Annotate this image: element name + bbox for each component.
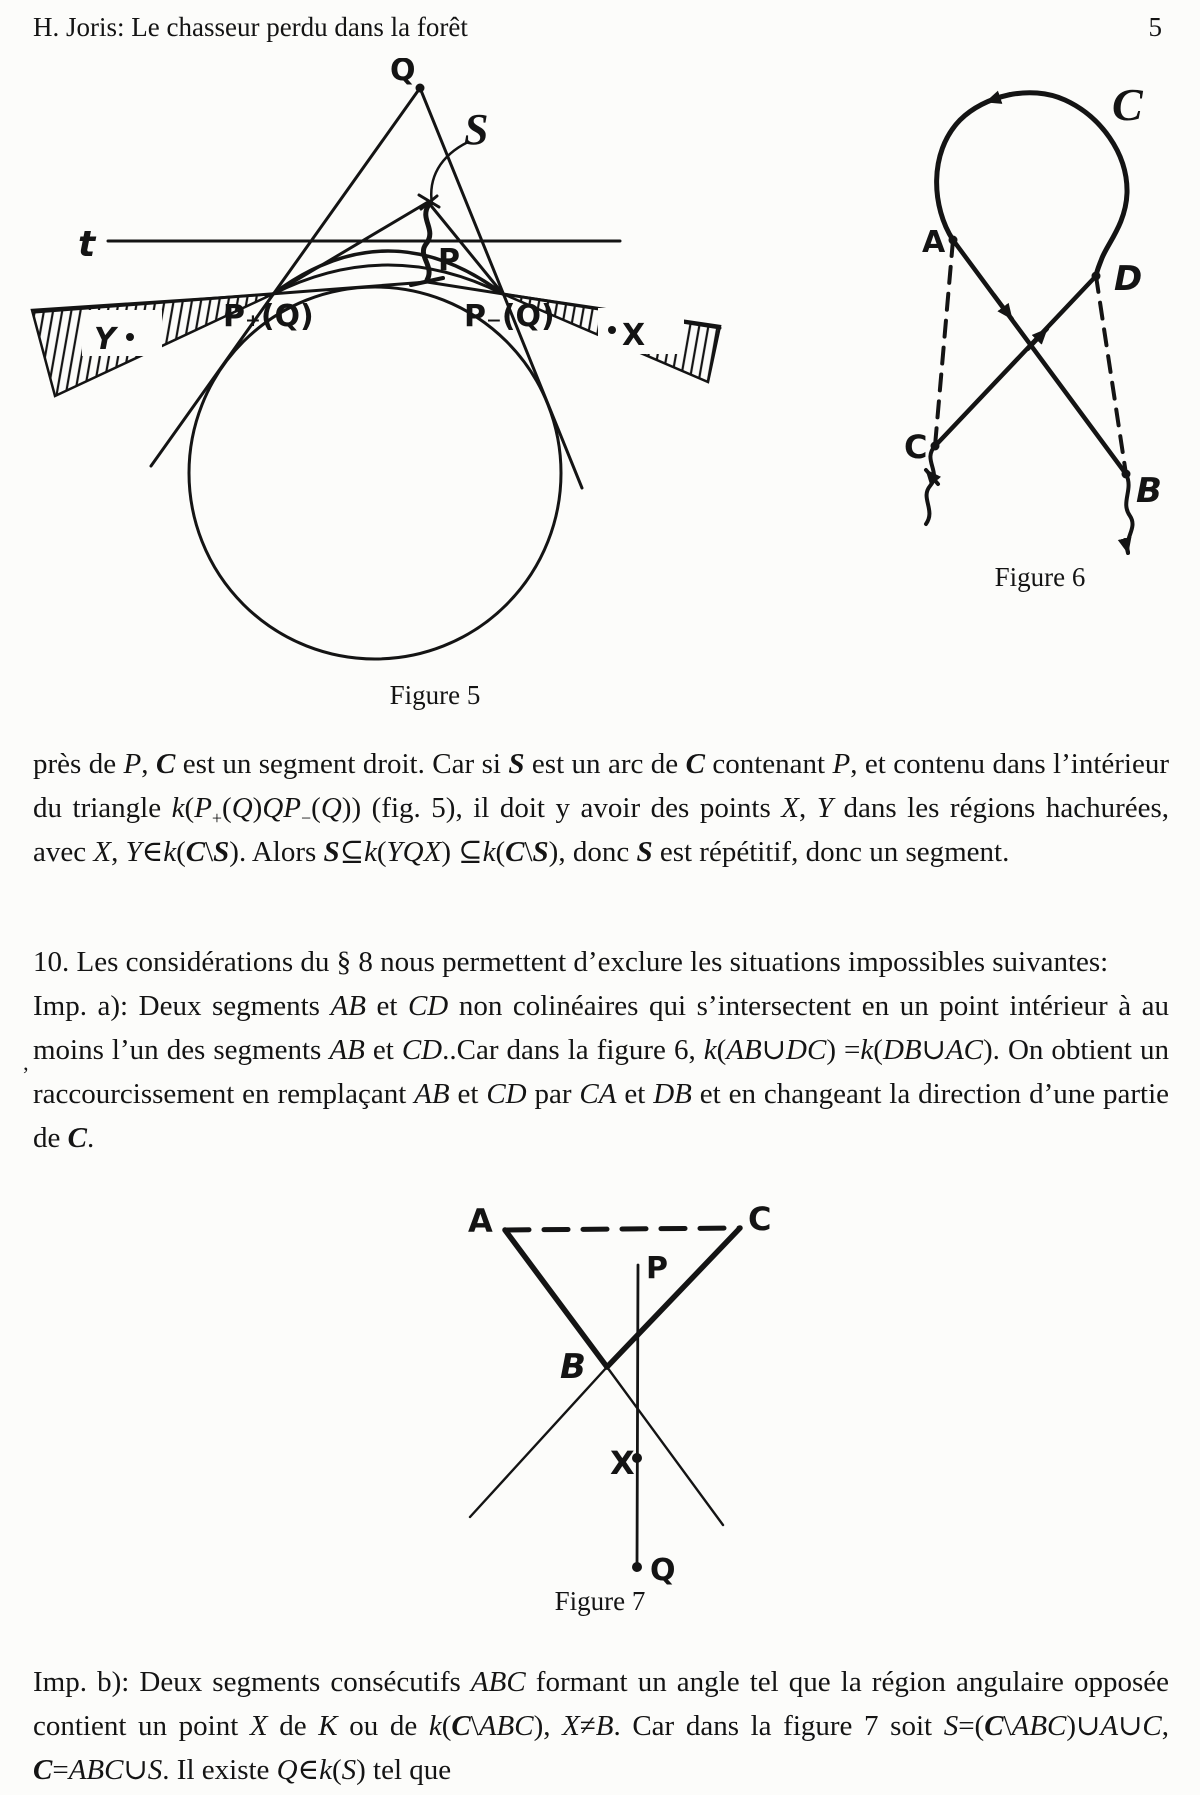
paragraph: 10. Les considérations du § 8 nous permettent d’exclure les situations impossibles suivantes: [33, 946, 1109, 978]
point-C [931, 442, 940, 451]
label-P-minus-Q: P₋(Q) [464, 299, 555, 334]
point-B [1122, 470, 1131, 479]
segment-AB-arrow [994, 295, 1012, 319]
label-Q: Q [650, 1553, 676, 1588]
label-B: B [560, 1347, 586, 1387]
label-B: B [1136, 471, 1162, 511]
segment-CB [607, 1228, 740, 1367]
segment-CD [935, 276, 1096, 446]
figure6-drawing [880, 58, 1180, 603]
label-X: X [610, 1444, 635, 1482]
point-X [608, 326, 616, 334]
loop-curve [937, 93, 1127, 276]
paragraph-block-1 [33, 742, 1169, 874]
running-head [33, 12, 1162, 43]
label-A: A [922, 225, 946, 260]
segment-AB [505, 1230, 607, 1367]
apex-side-left [273, 202, 428, 294]
stray-mark: ’ [22, 1062, 30, 1087]
header-title: H. Joris: Le chasseur perdu dans la forêt [33, 12, 468, 42]
point-D [1092, 272, 1101, 281]
forest-circle [189, 287, 561, 659]
point-A [949, 236, 958, 245]
figure5-drawing [20, 58, 740, 686]
label-t: t [78, 224, 96, 265]
page-number: 5 [1148, 12, 1162, 42]
point-Q [416, 84, 425, 93]
label-Y: Y [94, 322, 116, 357]
label-curve-C: C [1112, 79, 1143, 130]
label-Q: Q [390, 58, 416, 88]
label-P: P [438, 243, 460, 278]
paragraph-block-2 [33, 940, 1169, 1160]
point-Q [632, 1562, 642, 1572]
dashed-DB [1096, 276, 1126, 474]
figure5-caption: Figure 5 [389, 680, 481, 710]
figure7-drawing [380, 1190, 820, 1590]
label-D: D [1114, 259, 1143, 299]
figure7-caption: Figure 7 [554, 1586, 646, 1616]
label-X: X [622, 318, 646, 353]
label-C: C [904, 428, 928, 466]
paragraph: près de P, C est un segment droit. Car si S est un arc de C contenant P, et contenu dans l’intérieur du triangle $k(P_+(Q)QP_-(Q))$ (fig. 5), il doit y avoir des points X, Y dans les régions hachurées, avec X, Y∈k(C\S). Alors S⊆k(YQX) ⊆k(C\S), donc S est répétitif, donc un segment. [33, 748, 1170, 868]
dashed-AC [505, 1228, 740, 1230]
label-A: A [468, 1202, 493, 1240]
segment-CD-arrow [1028, 329, 1047, 349]
paragraph: Imp. b): Deux segments consécutifs ABC formant un angle tel que la région angulaire opposée contient un point X de K ou de k(C\ABC), X≠B. Car dans la figure 7 soit S=(C\ABC)∪A∪C, C=ABC∪S. Il existe Q∈k(S) tel que [33, 1666, 1169, 1786]
extension-CB [470, 1367, 607, 1517]
label-P: P [646, 1251, 668, 1286]
paragraph: Imp. a): Deux segments AB et CD non colinéaires qui s’intersectent en un point intérieur à au moins l’un des segments AB et CD..Car dans la figure 6, k(AB∪DC) =k(DB∪AC). On obtient un raccourcissement en remplaçant AB et CD par CA et DB et en changeant la direction d’une partie de C. [33, 990, 1170, 1154]
tangent-line-left [151, 88, 420, 466]
label-arc-S: S [464, 105, 489, 154]
segment-PQ [637, 1265, 638, 1567]
label-C: C [748, 1200, 772, 1238]
figure6-caption: Figure 6 [994, 562, 1086, 592]
tangent-line-right [420, 88, 582, 488]
dashed-AC [935, 240, 953, 446]
point-Y [126, 333, 134, 341]
paragraph-block-3 [33, 1660, 1169, 1792]
label-P-plus-Q: P₊(Q) [223, 299, 314, 334]
